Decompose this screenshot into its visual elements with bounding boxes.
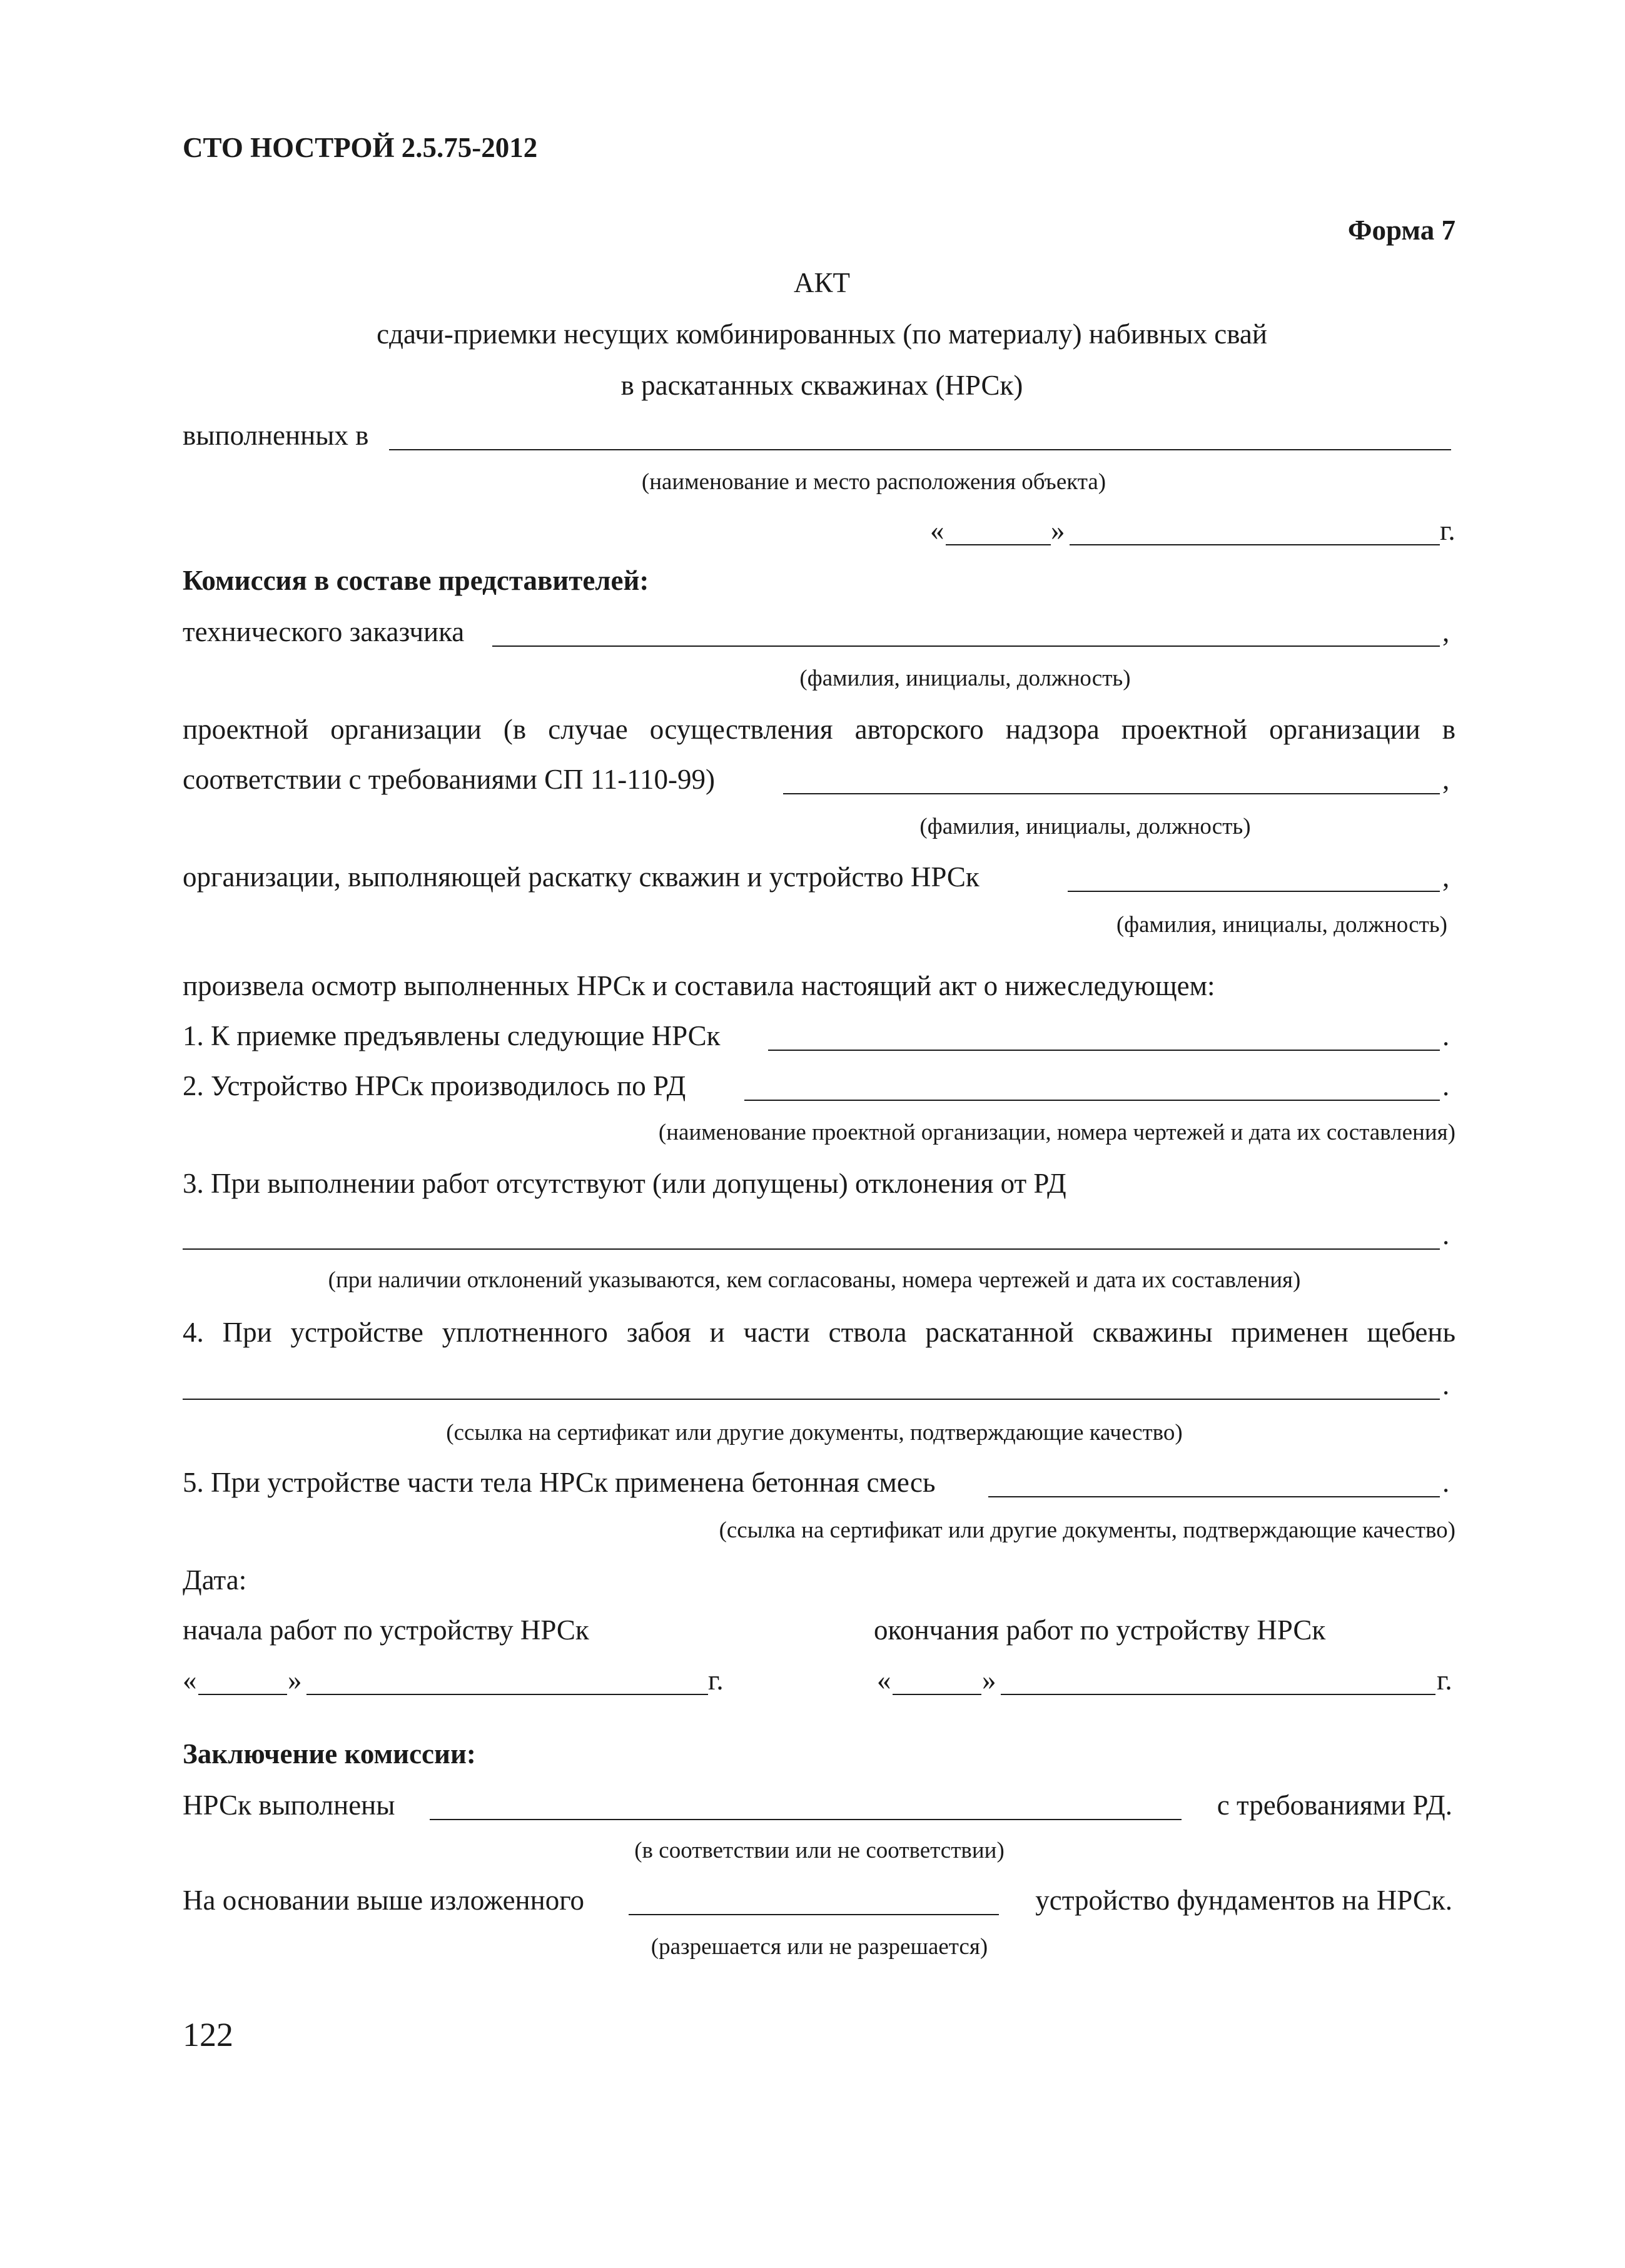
conclusion-heading: Заключение комиссии: (183, 1738, 476, 1769)
conclusion-line2-label: На основании выше изложенного (183, 1885, 585, 1916)
item3-period: . (1442, 1219, 1450, 1250)
item4-caption: (ссылка на сертификат или другие документы, подтверждающие качество) (446, 1420, 1183, 1445)
customer-comma: , (1442, 616, 1450, 647)
contractor-label: организации, выполняющей раскатку скважин и устройство НРСк (183, 861, 980, 893)
item5-field-line[interactable] (988, 1496, 1440, 1497)
item4-period: . (1442, 1369, 1450, 1400)
item2-field-line[interactable] (744, 1100, 1440, 1101)
contractor-field-line[interactable] (1068, 891, 1440, 892)
item2-text: 2. Устройство НРСк производилось по РД (183, 1070, 686, 1101)
item4-field-line[interactable] (183, 1399, 1440, 1400)
item2-caption: (наименование проектной организации, номера чертежей и дата их составления) (658, 1120, 1455, 1145)
item5-period: . (1442, 1467, 1450, 1498)
object-field-line[interactable] (389, 449, 1451, 450)
act-date-year-suffix: г. (1440, 515, 1455, 546)
item3-field-line[interactable] (183, 1248, 1440, 1250)
customer-label: технического заказчика (183, 616, 465, 647)
start-date-label: начала работ по устройству НРСк (183, 1614, 589, 1646)
start-date-close-quote: » (288, 1664, 302, 1696)
page-number: 122 (183, 2016, 233, 2053)
customer-field-line[interactable] (492, 645, 1440, 647)
end-date-day-line[interactable] (893, 1694, 981, 1695)
item4-text: 4. При устройстве уплотненного забоя и части ствола раскатанной скважины применен щебень (183, 1317, 1455, 1348)
item1-text: 1. К приемке предъявлены следующие НРСк (183, 1020, 721, 1051)
start-date-open-quote: « (183, 1664, 197, 1696)
design-org-text-2: соответствии с требованиями СП 11-110-99) (183, 764, 716, 795)
conclusion-line1-field[interactable] (430, 1819, 1182, 1820)
item3-caption: (при наличии отклонений указываются, кем согласованы, номера чертежей и дата их составления) (328, 1267, 1301, 1293)
end-date-year-suffix: г. (1437, 1664, 1452, 1696)
item1-period: . (1442, 1020, 1450, 1051)
form-number: Форма 7 (1347, 215, 1455, 246)
item5-text: 5. При устройстве части тела НРСк применена бетонная смесь (183, 1467, 936, 1498)
end-date-open-quote: « (877, 1664, 891, 1696)
item1-field-line[interactable] (768, 1050, 1440, 1051)
end-date-month-line[interactable] (1001, 1694, 1435, 1695)
start-date-day-line[interactable] (198, 1694, 287, 1695)
act-date-month-line[interactable] (1070, 544, 1440, 545)
conclusion-line2-end: устройство фундаментов на НРСк. (1035, 1885, 1452, 1916)
conclusion-line1-caption: (в соответствии или не соответствии) (634, 1838, 1005, 1863)
act-date-open-quote: « (930, 515, 944, 546)
end-date-label: окончания работ по устройству НРСк (874, 1614, 1326, 1646)
dates-label: Дата: (183, 1564, 247, 1596)
act-date-close-quote: » (1051, 515, 1065, 546)
object-caption: (наименование и место расположения объекта) (641, 469, 1106, 495)
customer-caption: (фамилия, инициалы, должность) (799, 666, 1131, 691)
contractor-comma: , (1442, 861, 1450, 893)
standard-code: СТО НОСТРОЙ 2.5.75-2012 (183, 132, 538, 163)
object-label: выполненных в (183, 420, 369, 451)
item5-caption: (ссылка на сертификат или другие документы, подтверждающие качество) (719, 1517, 1455, 1543)
inspection-intro: произвела осмотр выполненных НРСк и составила настоящий акт о нижеследующем: (183, 970, 1215, 1001)
conclusion-line1-label: НРСк выполнены (183, 1790, 395, 1821)
item3-text: 3. При выполнении работ отсутствуют (или допущены) отклонения от РД (183, 1168, 1066, 1199)
act-date-day-line[interactable] (946, 544, 1051, 545)
act-subtitle-1: сдачи-приемки несущих комбинированных (по материалу) набивных свай (377, 318, 1267, 350)
start-date-year-suffix: г. (708, 1664, 724, 1696)
end-date-close-quote: » (982, 1664, 996, 1696)
contractor-caption: (фамилия, инициалы, должность) (1116, 912, 1447, 938)
conclusion-line2-field[interactable] (629, 1914, 999, 1915)
design-org-field-line[interactable] (783, 793, 1440, 794)
design-org-caption: (фамилия, инициалы, должность) (919, 814, 1251, 839)
conclusion-line2-caption: (разрешается или не разрешается) (651, 1934, 988, 1960)
start-date-month-line[interactable] (306, 1694, 708, 1695)
design-org-text-1: проектной организации (в случае осуществления авторского надзора проектной организации в (183, 714, 1455, 745)
act-title: АКТ (794, 267, 850, 298)
conclusion-line1-end: с требованиями РД. (1217, 1790, 1452, 1821)
act-subtitle-2: в раскатанных скважинах (НРСк) (620, 370, 1023, 401)
item2-period: . (1442, 1070, 1450, 1101)
commission-heading: Комиссия в составе представителей: (183, 565, 649, 596)
design-org-comma: , (1442, 764, 1450, 795)
